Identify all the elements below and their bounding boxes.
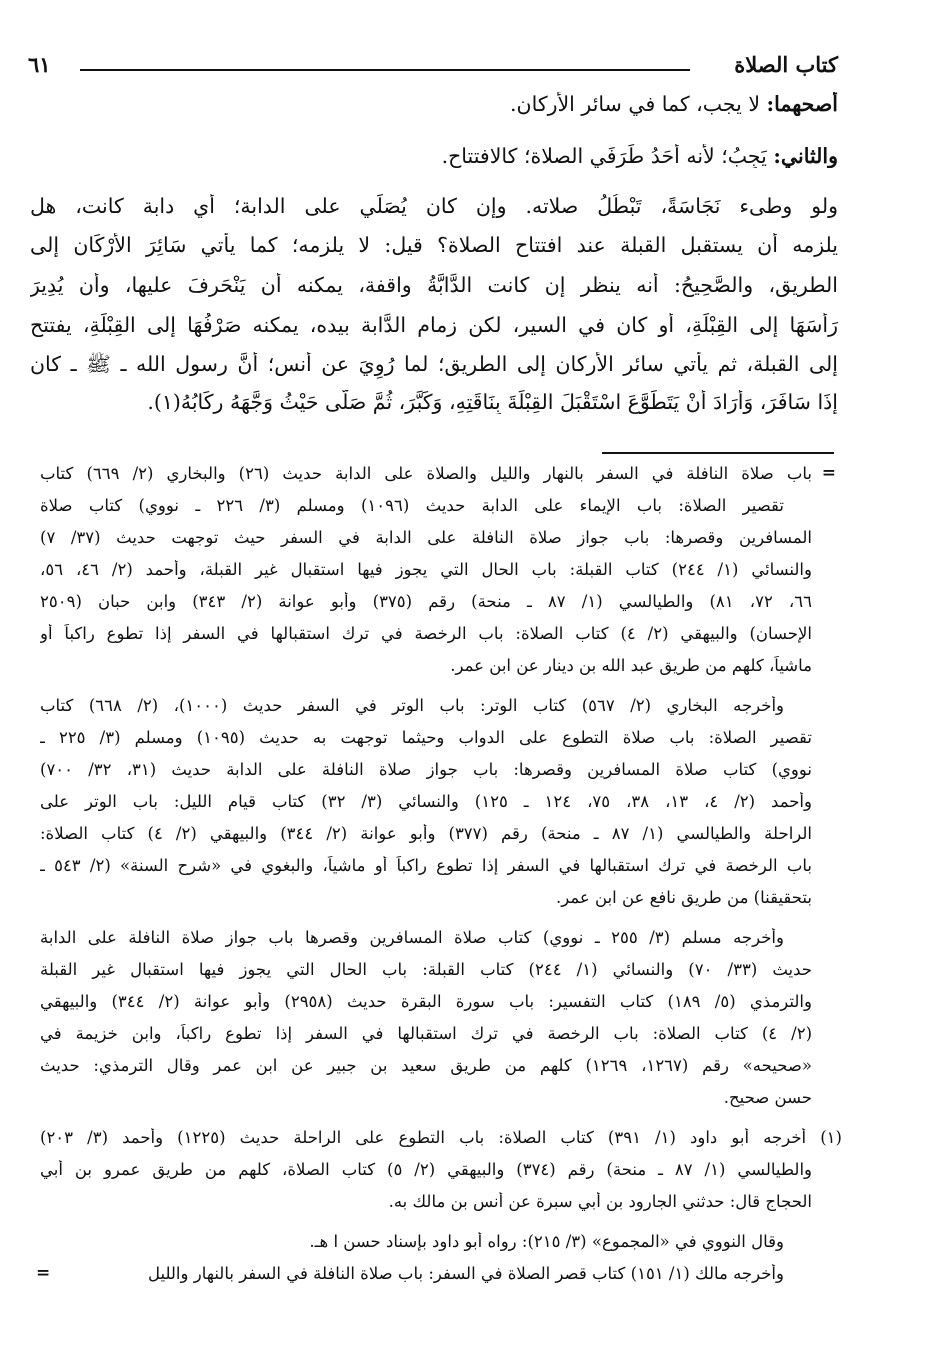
footnote-line: المسافرين وقصرها: باب جواز صلاة النافلة على الدابة في السفر حيث توجهت حديث (٣٧/ ٧) (40, 528, 812, 547)
chapter-title: كتاب الصلاة (734, 52, 838, 77)
main-line-2 (30, 144, 838, 168)
main-line-5: الطريق، والصَّحِيحُ: أنه ينظر إن كانت الدَّابَّةُ واقفة، يمكنه أن يَنْحَرِفَ عليها، وأن يُدِيرَ (30, 273, 838, 297)
footnote-line: بتحقيقنا) من طريق نافع عن ابن عمر. (556, 888, 812, 907)
footnote-line: والترمذي (٥/ ١٨٩) كتاب التفسير: باب سورة البقرة حديث (٢٩٥٨) وأبو عوانة (٢/ ٣٤٤) والبيهقي (40, 992, 812, 1011)
main-line-3: ولو وطىء نَجَاسَةً، تَبْطُلُ صلاته. وإن كان يُصَلِّي على الدابة؛ أي دابة كانت، هل (30, 194, 838, 218)
first-opinion-text: لا يجب، كما في سائر الأركان. (510, 92, 767, 116)
main-line-1 (30, 92, 838, 116)
continuation-mark-top: = (821, 463, 836, 483)
footnote-line: والنسائي (١/ ٢٤٤) كتاب القبلة: باب الحال التي يجوز فيها استقبال غير القبلة، وأحمد (٢/ ٤٦، ٥٦، (40, 560, 812, 579)
footnote-line: حديث (٣٣/ ٧٠) والنسائي (١/ ٢٤٤) كتاب القبلة: باب الحال التي يجوز فيها استقبال غير القبلة (40, 960, 812, 979)
main-line-4: يلزمه أن يستقبل القبلة عند افتتاح الصلاة؟ قيل: لا يلزمه؛ كما يأتي سَائِرَ الأَرْكَانِ إلى (30, 233, 838, 257)
footnote-line: والطيالسي (١/ ٨٧ ـ منحة) رقم (٣٧٤) والبيهقي (٢/ ٥) كتاب الصلاة، كلهم من طريق عمرو بن أبي (40, 1160, 812, 1179)
footnote-line: وأخرجه مسلم (٣/ ٢٥٥ ـ نووي) كتاب صلاة المسافرين وقصرها باب جواز صلاة النافلة على الدابة (40, 928, 784, 947)
footnote-line: وأحمد (٢/ ٤، ١٣، ٣٨، ٧٥، ١٢٤ ـ ١٢٥) والنسائي (٣/ ٣٢) كتاب قيام الليل: باب الوتر على (40, 792, 812, 811)
footnote-line: وقال النووي في «المجموع» (٣/ ٢١٥): رواه أبو داود بإسناد حسن ا هـ. (309, 1232, 784, 1251)
first-opinion-label: أصحهما: (766, 92, 838, 116)
footnote-line: تقصير الصلاة: باب صلاة التطوع على الدواب وحيثما توجهت به حديث (١٠٩٥) ومسلم (٣/ ٢٢٥ ـ (40, 728, 812, 747)
footnote-separator (602, 452, 834, 454)
main-line-6: رَأْسَهَا إلى القِبْلَةِ، أو كان في السير، لكن زمام الدَّابة بيده، يمكنه صَرْفُهَا إلى القِبْلَةِ، يفتتح (30, 313, 838, 337)
footnote-line: ٦٦، ٧٢، ٨١) والطيالسي (١/ ٨٧ ـ منحة) رقم (٣٧٥) وأبو عوانة (٢/ ٣٤٣) وابن حبان (٢٥٠٩ (40, 592, 812, 611)
main-line-8: إِذَا سَافَرَ، وَأَرَادَ أَنْ يَتَطَوَّعَ اسْتَقْبَلَ القِبْلَةَ بِنَاقَتِهِ، وَكَبَّرَ، ثُمَّ صَلَّى حَيْثُ وَجَّهَهُ رِكَابُهُ(١). (147, 390, 838, 414)
continuation-mark-bottom: = (36, 1263, 51, 1283)
footnote-line: باب صلاة النافلة في السفر بالنهار والليل والصلاة على الدابة حديث (٢٦) والبخاري (٢/ ٦٦٩) كتاب (40, 464, 812, 483)
footnote-line: حسن صحيح. (723, 1088, 812, 1107)
page-number: ٦١ (28, 52, 51, 77)
footnote-line: ماشياً، كلهم من طريق عبد الله بن دينار عن ابن عمر. (450, 656, 812, 675)
footnote-line: باب الرخصة في ترك استقبالها في السفر إذا تطوع راكباً أو ماشياً، والبغوي في «شرح السنة» (٢/ ٥٤٣ ـ (40, 856, 812, 875)
footnote-line: نووي) كتاب صلاة المسافرين وقصرها: باب جواز صلاة النافلة على الدابة حديث (٣١، ٣٢/ ٧٠٠) (40, 760, 812, 779)
second-opinion-label: والثاني: (773, 144, 838, 168)
running-header (28, 52, 838, 82)
footnote-line: «صحيحه» رقم (١٢٦٧، ١٢٦٩) كلهم من طريق سعيد بن جبير عن ابن عمر وقال الترمذي: حديث (40, 1056, 812, 1075)
footnote-1-line: (١) أخرجه أبو داود (١/ ٣٩١) كتاب الصلاة: باب التطوع على الراحلة حديث (١٢٢٥) وأحمد (٣/ ٢٠٣) (40, 1128, 842, 1147)
footnote-line: تقصير الصلاة: باب الإيماء على الدابة حديث (١٠٩٦) ومسلم (٣/ ٢٢٦ ـ نووي) كتاب صلاة (40, 496, 784, 515)
main-line-7: إلى القبلة، ثم يأتي سائر الأركان إلى الطريق؛ لما رُوِيَ عن أنس؛ أَنَّ رسول الله ـ ﷺ ـ كان (30, 352, 838, 376)
footnote-line: الحجاج قال: حدثني الجارود بن أبي سبرة عن أنس بن مالك به. (388, 1192, 812, 1211)
footnote-line: الراحلة والطيالسي (١/ ٨٧ ـ منحة) رقم (٣٧٧) وأبو عوانة (٢/ ٣٤٤) والبيهقي (٢/ ٤) كتاب الصلاة: (40, 824, 812, 843)
footnote-line: وأخرجه البخاري (٢/ ٥٦٧) كتاب الوتر: باب الوتر في السفر حديث (١٠٠٠)، (٢/ ٦٦٨) كتاب (40, 696, 784, 715)
footnote-line: الإحسان) والبيهقي (٢/ ٤) كتاب الصلاة: باب الرخصة في ترك استقبالها في السفر إذا تطوع راكباً أو (40, 624, 812, 643)
footnote-line: (٢/ ٤) كتاب الصلاة: باب الرخصة في ترك استقبالها في السفر إذا تطوع راكباً، وابن خزيمة في (40, 1024, 812, 1043)
second-opinion-text: يَجِبُ؛ لأنه أَحَدُ طَرَفَيِ الصلاة؛ كالافتتاح. (441, 144, 774, 168)
footnote-line: وأخرجه مالك (١/ ١٥١) كتاب قصر الصلاة في السفر: باب صلاة النافلة في السفر بالنهار والليل (147, 1264, 784, 1283)
header-rule (80, 69, 690, 71)
